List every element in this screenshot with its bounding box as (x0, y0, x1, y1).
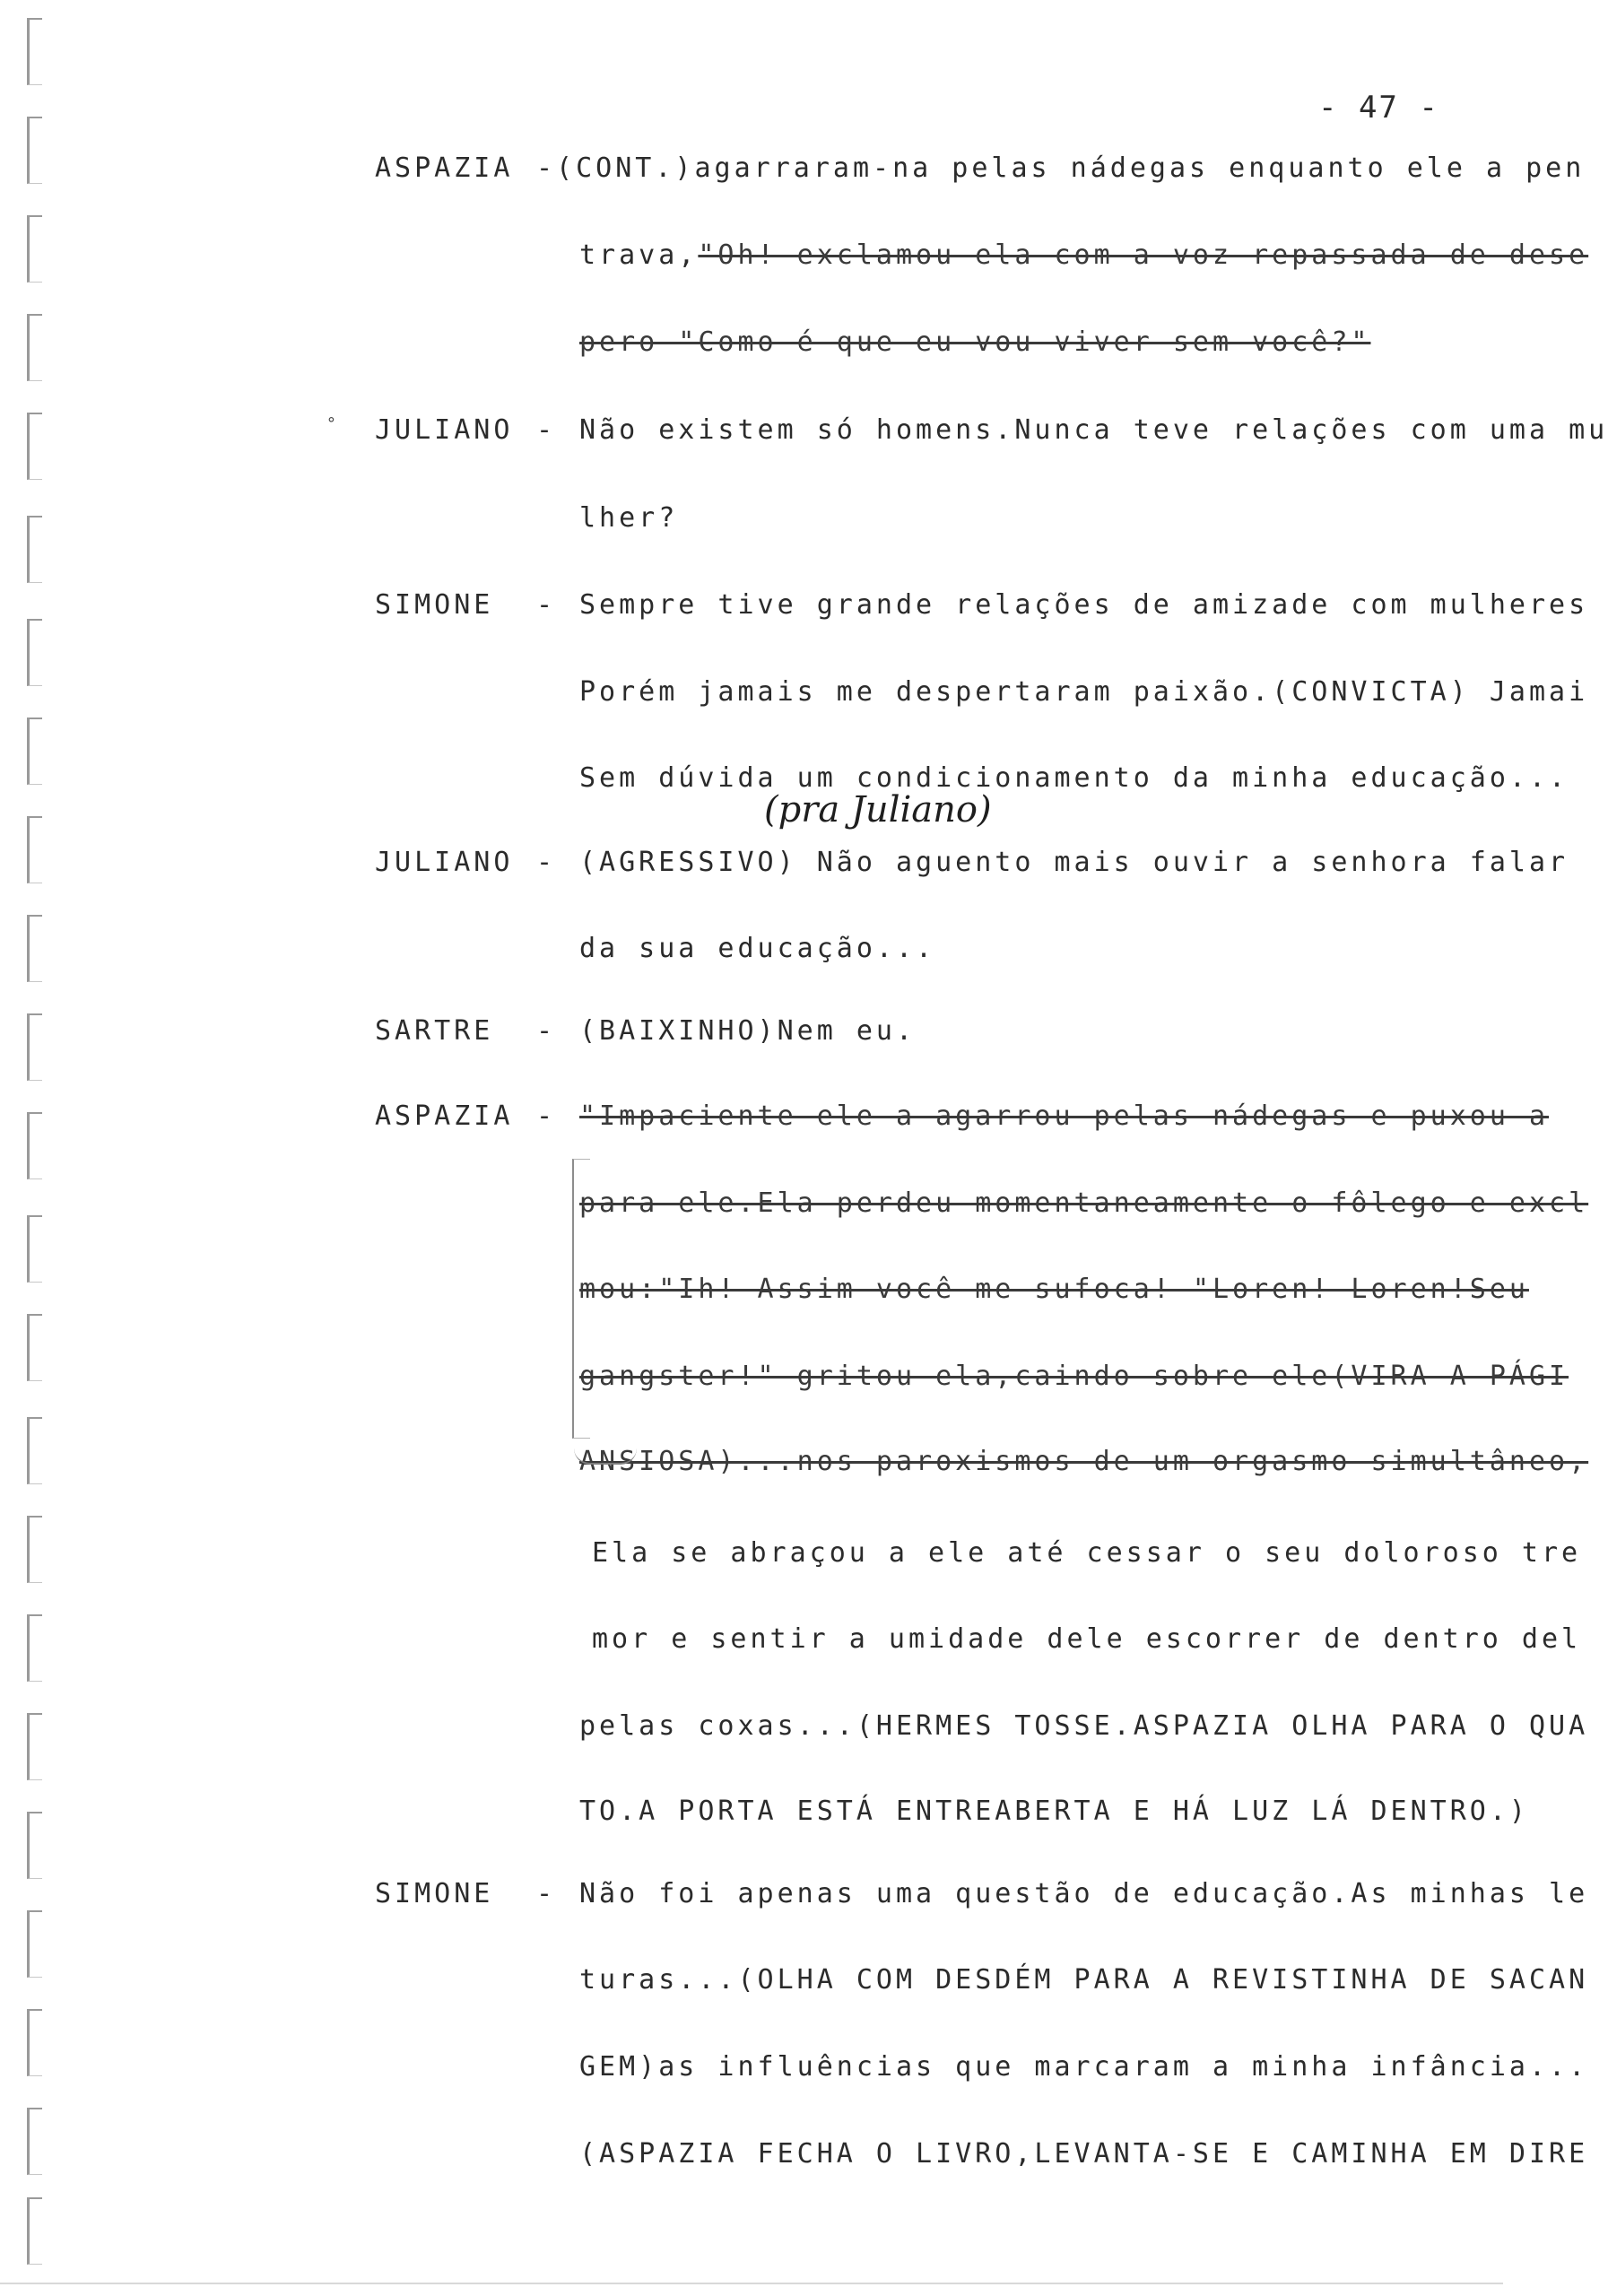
dialogue-line: lher? (579, 502, 679, 534)
dialogue-line (579, 1099, 1549, 1135)
binding-mark (27, 718, 42, 785)
binding-mark (27, 2009, 42, 2076)
line-text: trava, (579, 239, 699, 271)
dialogue-line: (AGRESSIVO) Não aguento mais ouvir a senhora falar (579, 847, 1569, 878)
dialogue-line (579, 1186, 1588, 1222)
dialogue-line: TO.A PORTA ESTÁ ENTREABERTA E HÁ LUZ LÁ DENTRO.) (579, 1796, 1529, 1827)
speaker-label: SARTRE (375, 1015, 494, 1047)
binding-mark (27, 2197, 42, 2265)
page-number: - 47 - (1318, 90, 1439, 126)
binding-mark (27, 1614, 42, 1682)
dialogue-line: Ela se abraçou a ele até cessar o seu doloroso tre (592, 1537, 1582, 1569)
dialogue-line (579, 1444, 1588, 1480)
binding-mark (27, 516, 42, 583)
speaker-dash: - (536, 1878, 553, 1909)
dialogue-line: pelas coxas...(HERMES TOSSE.ASPAZIA OLHA PARA O QUA (579, 1710, 1589, 1742)
binding-mark (27, 215, 42, 283)
speaker-label: JULIANO (375, 847, 514, 878)
dialogue-line: Sempre tive grande relações de amizade com mulheres (579, 589, 1589, 621)
speaker-label: JULIANO (375, 414, 514, 446)
struck-text: "Impaciente ele a agarrou pelas nádegas e puxou-a (579, 1100, 1550, 1132)
speaker-dash: - (536, 589, 553, 621)
speaker-label: ASPAZIA (375, 152, 514, 184)
binding-mark (27, 314, 42, 381)
speaker-label: ASPAZIA (375, 1100, 514, 1132)
dialogue-line (579, 1359, 1569, 1395)
binding-mark (27, 915, 42, 982)
dialogue-line: GEM)as influências que marcaram a minha infância... (579, 2051, 1589, 2083)
binding-mark (27, 2108, 42, 2175)
binding-mark (27, 117, 42, 184)
binding-mark (27, 1215, 42, 1283)
speaker-label: SIMONE (375, 1878, 494, 1909)
dialogue-line: (BAIXINHO)Nem eu. (579, 1015, 917, 1047)
margin-mark: ° (326, 414, 336, 433)
binding-mark (27, 1417, 42, 1484)
binding-mark (27, 1516, 42, 1583)
dialogue-line (579, 1272, 1529, 1308)
binding-mark (27, 413, 42, 480)
binding-mark (27, 1013, 42, 1081)
handwritten-note: (pra Juliano) (764, 789, 992, 831)
speaker-dash: - (536, 847, 553, 878)
struck-text: mou:"Ih! Assim você me sufoca!-"Loren! Loren!Seu (579, 1274, 1529, 1305)
speaker-dash: - (536, 1015, 553, 1047)
binding-mark (27, 1112, 42, 1179)
dialogue-line: Porém jamais me despertaram paixão.(CONVICTA) Jamai (579, 676, 1589, 708)
speaker-dash: - (536, 1100, 553, 1132)
dialogue-line: Sem dúvida um condicionamento da minha educação... (579, 762, 1569, 794)
binding-mark (27, 1713, 42, 1780)
struck-text: para ele.Ela perdeu momentaneamente o fôlego e excl (579, 1187, 1589, 1219)
binding-mark (27, 1314, 42, 1381)
binding-mark (27, 619, 42, 686)
speaker-label: SIMONE (375, 589, 494, 621)
dialogue-line (579, 325, 1370, 361)
binding-marks (27, 0, 63, 2296)
struck-text: gangster!"-gritou ela,caindo sobre ele(VIRA A PÁGI (579, 1361, 1569, 1392)
binding-mark (27, 1910, 42, 1978)
speaker-dash: - (536, 414, 553, 446)
struck-text: ANSIOSA)...nos paroxismos de um orgasmo simultâneo, (579, 1446, 1589, 1477)
struck-text: pero-"Como é que eu vou viver sem você?" (579, 326, 1371, 358)
dialogue-line: turas...(OLHA COM DESDÉM PARA A REVISTINHA DE SACAN (579, 1964, 1589, 1996)
dialogue-line: (ASPAZIA FECHA O LIVRO,LEVANTA-SE E CAMINHA EM DIRE (579, 2138, 1589, 2170)
dialogue-line: da sua educação... (579, 933, 936, 964)
page-bottom-edge (0, 2283, 1503, 2284)
dialogue-line: -(CONT.)agarraram-na pelas nádegas enquanto ele a pen (536, 152, 1586, 184)
dialogue-line: Não existem só homens.Nunca teve relações com uma mu (579, 414, 1608, 446)
dialogue-line: mor e sentir a umidade dele escorrer de dentro del (592, 1623, 1582, 1655)
pencil-curve (574, 1448, 637, 1465)
binding-mark (27, 18, 42, 85)
binding-mark (27, 1812, 42, 1879)
dialogue-line: Não foi apenas uma questão de educação.As minhas le (579, 1878, 1589, 1909)
binding-mark (27, 816, 42, 883)
dialogue-line (579, 238, 1588, 274)
struck-text: "Oh!-exclamou ela com a voz repassada de dese (698, 239, 1589, 271)
